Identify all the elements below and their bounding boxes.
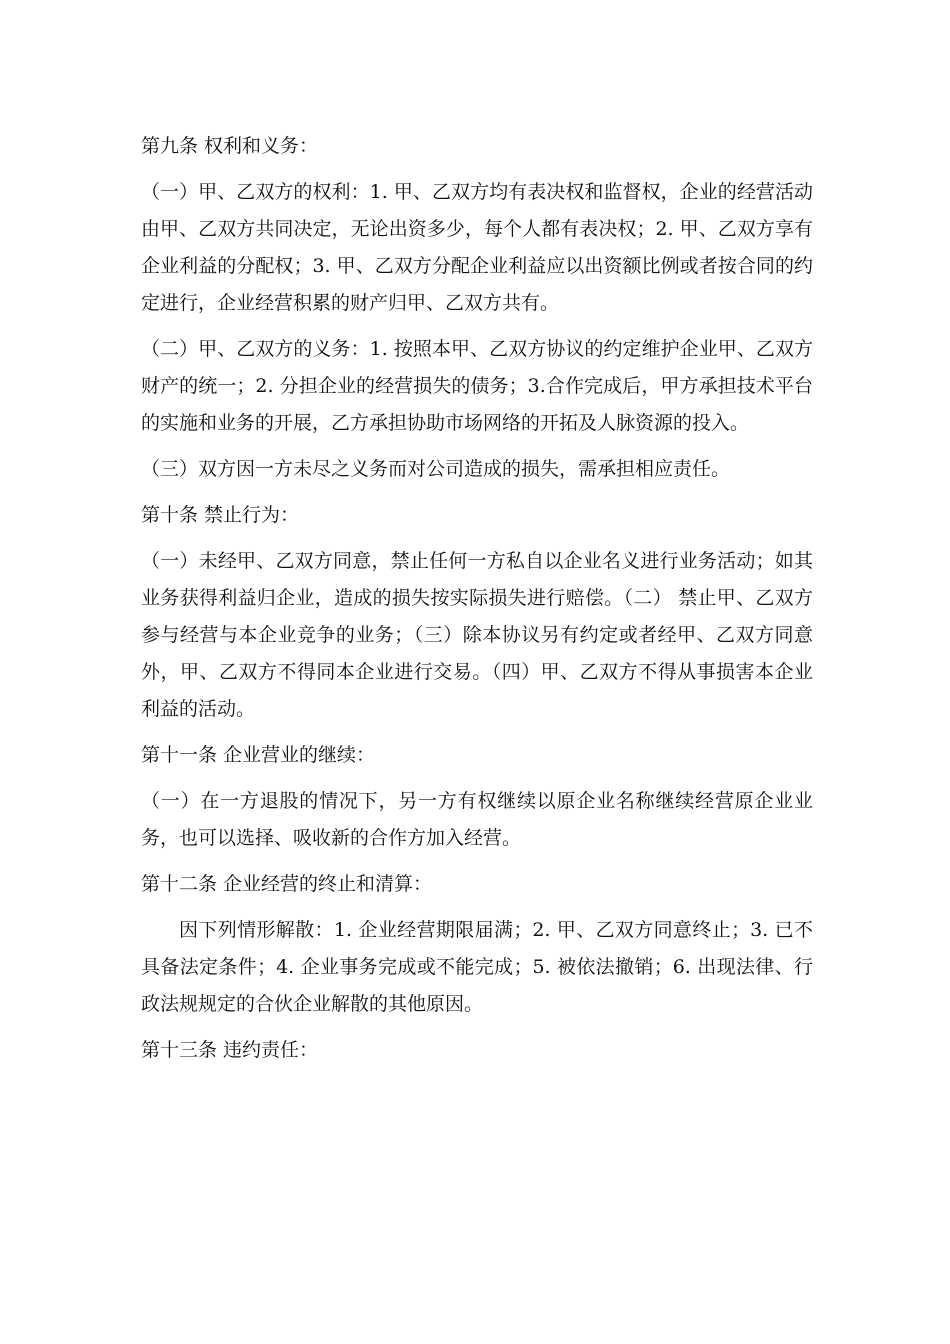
document-page <box>141 128 813 1078</box>
article-12-clause: 因下列情形解散：1. 企业经营期限届满；2. 甲、乙双方同意终止；3. 已不具备法定条件；4. 企业事务完成或不能完成；5. 被依法撤销；6. 出现法律、行政法规规定的合伙企业解散的其他原因。 <box>141 919 813 1015</box>
article-9-clause-1: （一）甲、乙双方的权利：1. 甲、乙双方均有表决权和监督权，企业的经营活动由甲、乙双方共同决定，无论出资多少，每个人都有表决权；2. 甲、乙双方享有企业利益的分配权；3. 甲、乙双方分配企业利益应以出资额比例或者按合同的约定进行，企业经营积累的财产归甲、乙双方共有。 <box>141 181 813 314</box>
article-9-clause-3: （三）双方因一方未尽之义务而对公司造成的损失，需承担相应责任。 <box>141 458 731 480</box>
article-10-heading: 第十条 禁止行为： <box>141 504 300 526</box>
article-10-clause: （一）未经甲、乙双方同意，禁止任何一方私自以企业名义进行业务活动；如其业务获得利益归企业，造成的损失按实际损失进行赔偿。（二） 禁止甲、乙双方参与经营与本企业竞争的业务；（三）除本协议另有约定或者经甲、乙双方同意外，甲、乙双方不得同本企业进行交易。（四）甲、乙双方不得从事损害本企业利益的活动。 <box>141 550 813 720</box>
article-9-heading: 第九条 权利和义务： <box>141 135 319 157</box>
article-11-heading: 第十一条 企业营业的继续： <box>141 744 376 766</box>
article-13-heading: 第十三条 违约责任： <box>141 1039 319 1061</box>
article-9-clause-2: （二）甲、乙双方的义务：1. 按照本甲、乙双方协议的约定维护企业甲、乙双方财产的统一；2. 分担企业的经营损失的债务；3.合作完成后，甲方承担技术平台的实施和业务的开展，乙方承担协助市场网络的开拓及人脉资源的投入。 <box>141 338 813 434</box>
article-12-heading: 第十二条 企业经营的终止和清算： <box>141 873 433 895</box>
article-11-clause: （一）在一方退股的情况下，另一方有权继续以原企业名称继续经营原企业业务，也可以选择、吸收新的合作方加入经营。 <box>141 790 813 849</box>
